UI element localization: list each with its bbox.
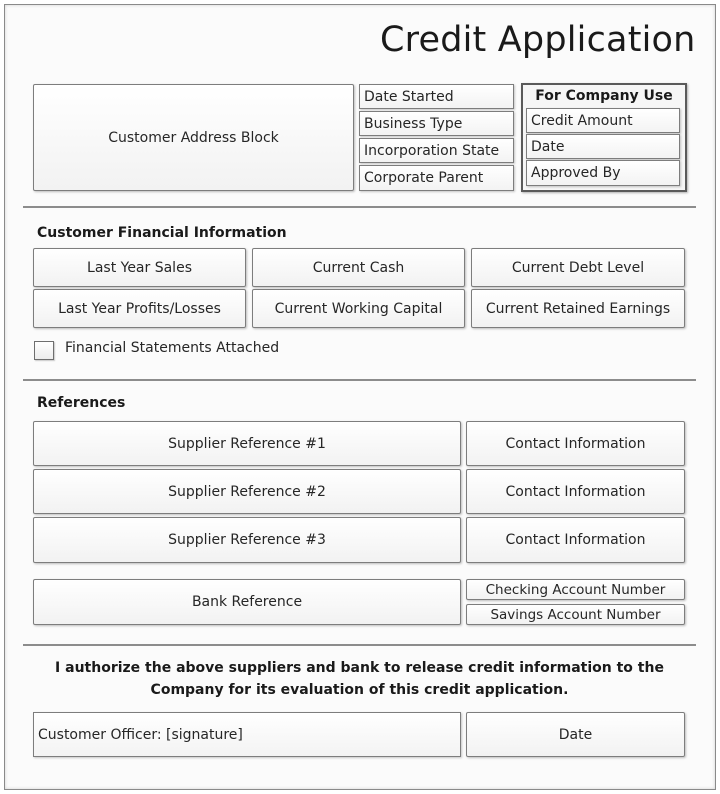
corporate-parent-field[interactable]: Corporate Parent <box>359 165 514 191</box>
supplier-2-contact[interactable]: Contact Information <box>466 469 685 514</box>
checking-account-field[interactable]: Checking Account Number <box>466 579 685 600</box>
customer-address-block[interactable]: Customer Address Block <box>33 84 354 191</box>
savings-account-field[interactable]: Savings Account Number <box>466 604 685 625</box>
last-year-profits-field[interactable]: Last Year Profits/Losses <box>33 289 246 328</box>
authorization-line-1: I authorize the above suppliers and bank to release credit information to the <box>55 660 664 676</box>
business-type-field[interactable]: Business Type <box>359 111 514 136</box>
supplier-reference-2[interactable]: Supplier Reference #2 <box>33 469 461 514</box>
current-retained-earnings-field[interactable]: Current Retained Earnings <box>471 289 685 328</box>
company-date-field[interactable]: Date <box>526 134 680 159</box>
financial-statements-checkbox[interactable] <box>34 341 54 360</box>
section-divider <box>23 379 696 381</box>
page-title: Credit Application <box>380 20 696 60</box>
current-cash-field[interactable]: Current Cash <box>252 248 465 287</box>
authorization-line-2: Company for its evaluation of this credit application. <box>150 682 569 698</box>
current-working-capital-field[interactable]: Current Working Capital <box>252 289 465 328</box>
section-divider <box>23 206 696 208</box>
supplier-1-contact[interactable]: Contact Information <box>466 421 685 466</box>
approved-by-field[interactable]: Approved By <box>526 160 680 186</box>
credit-amount-field[interactable]: Credit Amount <box>526 108 680 133</box>
authorization-date-field[interactable]: Date <box>466 712 685 757</box>
incorporation-state-field[interactable]: Incorporation State <box>359 138 514 163</box>
supplier-3-contact[interactable]: Contact Information <box>466 517 685 563</box>
bank-reference[interactable]: Bank Reference <box>33 579 461 625</box>
company-use-heading: For Company Use <box>535 88 673 104</box>
supplier-reference-3[interactable]: Supplier Reference #3 <box>33 517 461 563</box>
financial-heading: Customer Financial Information <box>37 225 287 241</box>
last-year-sales-field[interactable]: Last Year Sales <box>33 248 246 287</box>
references-heading: References <box>37 395 126 411</box>
customer-officer-signature-field[interactable]: Customer Officer: [signature] <box>33 712 461 757</box>
supplier-reference-1[interactable]: Supplier Reference #1 <box>33 421 461 466</box>
date-started-field[interactable]: Date Started <box>359 84 514 109</box>
financial-statements-label: Financial Statements Attached <box>65 340 280 356</box>
section-divider <box>23 644 696 646</box>
current-debt-level-field[interactable]: Current Debt Level <box>471 248 685 287</box>
